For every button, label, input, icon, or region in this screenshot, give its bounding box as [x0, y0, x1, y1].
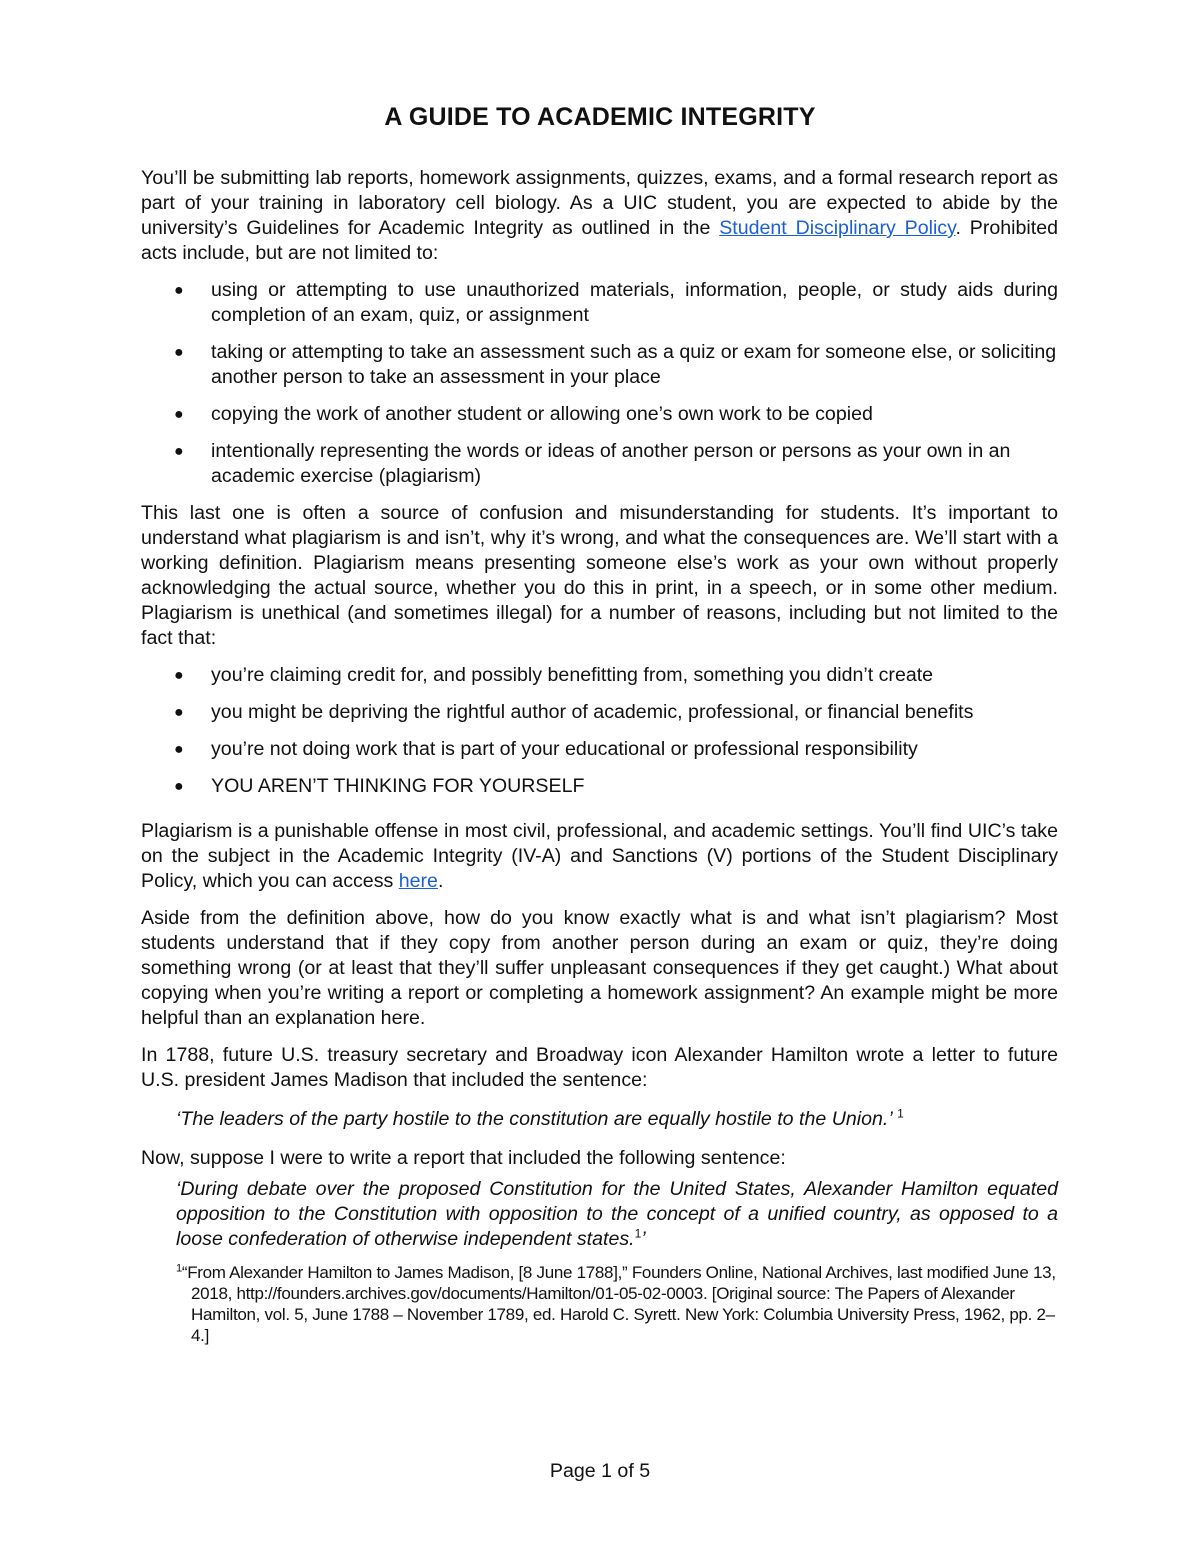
- bullet-icon: ●: [174, 741, 184, 758]
- bullet-icon: ●: [174, 406, 184, 423]
- page-title: A GUIDE TO ACADEMIC INTEGRITY: [384, 103, 816, 131]
- intro-text-end: . Prohibited acts include, but are not limited to:: [141, 217, 1058, 264]
- list-item: ● using or attempting to use unauthorized materials, information, people, or study aids during completion of an exam, quiz, or assignment: [174, 279, 1058, 326]
- intro-text: You’ll be submitting lab reports, homework assignments, quizzes, exams, and a formal research report as part of your training in laboratory cell biology. As a UIC student, you are expected to abide by the university’s Guidelines for Academic Integrity as outlined in the: [141, 167, 1058, 239]
- footnote-number: 1: [176, 1262, 182, 1275]
- footnote: [141, 1262, 1058, 1346]
- footnote-text: “From Alexander Hamilton to James Madison, [8 June 1788],” Founders Online, National Archives, last modified June 13, 2018, http://founders.archives.gov/documents/Hamilton/01-05-02-0003. [Original source: The Papers of Alexander Hamilton, vol. 5, June 1788 – November 1789, ed. Harold C. Syrett. New York: Columbia University Press, 1962, pp. 2–4.]: [181, 1263, 1056, 1345]
- hamilton-quote: ‘The leaders of the party hostile to the constitution are equally hostile to the Union.’ $^1$: [176, 1106, 904, 1130]
- footnote-ref: 1: [634, 1226, 642, 1241]
- bullet-icon: ●: [174, 282, 184, 299]
- example-intro-paragraph: In 1788, future U.S. treasury secretary and Broadway icon Alexander Hamilton wrote a letter to future U.S. president James Madison that included the sentence:: [141, 1044, 1058, 1091]
- student-disciplinary-policy-link[interactable]: Student Disciplinary Policy: [719, 217, 956, 239]
- bullet-icon: ●: [174, 344, 184, 361]
- suppose-paragraph: Now, suppose I were to write a report that included the following sentence:: [141, 1147, 786, 1169]
- list-item: ● copying the work of another student or allowing one’s own work to be copied: [174, 403, 873, 425]
- footnote-ref: 1: [897, 1106, 904, 1121]
- here-link[interactable]: here: [398, 870, 438, 892]
- offense-paragraph: Plagiarism is a punishable offense in most civil, professional, and academic settings. You’ll find UIC’s take on the subject in the Academic Integrity (IV-A) and Sanctions (V) portions of the Student Disciplinary Policy, which you can access here.: [141, 820, 1058, 892]
- bullet-icon: ●: [174, 704, 184, 721]
- bullet-icon: ●: [174, 443, 184, 460]
- list-item: ● you might be depriving the rightful author of academic, professional, or financial benefits: [174, 701, 974, 723]
- aside-paragraph: Aside from the definition above, how do you know exactly what is and what isn’t plagiarism? Most students understand that if they copy from another person during an exam or quiz, they’re doing something wrong (or at least that they’ll suffer unpleasant consequences if they get caught.) What about copying when you’re writing a report or completing a homework assignment? An example might be more helpful than an explanation here.: [141, 907, 1058, 1029]
- list-item: ● you’re claiming credit for, and possibly benefitting from, something you didn’t create: [174, 664, 934, 686]
- list-item: ● you’re not doing work that is part of your educational or professional responsibility: [174, 738, 918, 760]
- prohibited-acts-list: [141, 278, 1058, 489]
- list-item: ● intentionally representing the words or ideas of another person or persons as your own in an academic exercise (plagiarism): [174, 440, 1011, 487]
- list-item: ● YOU AREN’T THINKING FOR YOURSELF: [174, 775, 585, 797]
- intro-paragraph: [141, 166, 1058, 266]
- list-item: ● taking or attempting to take an assessment such as a quiz or exam for someone else, or soliciting another person to take an assessment in your place: [174, 341, 1057, 388]
- bullet-icon: ●: [174, 667, 184, 684]
- reasons-list: [141, 663, 1058, 799]
- bullet-icon: ●: [174, 778, 184, 795]
- page-number: Page 1 of 5: [549, 1460, 651, 1482]
- paraphrase-quote: ‘During debate over the proposed Constitution for the United States, Alexander Hamilton equated opposition to the Constitution with opposition to the concept of a unified country, as opposed to a loose confederation of otherwise independent states.$^1$’: [176, 1178, 1058, 1250]
- plagiarism-paragraph: This last one is often a source of confusion and misunderstanding for students. It’s important to understand what plagiarism is and isn’t, why it’s wrong, and what the consequences are. We’ll start with a working definition. Plagiarism means presenting someone else’s work as your own without properly acknowledging the actual source, whether you do this in print, in a speech, or in some other medium. Plagiarism is unethical (and sometimes illegal) for a number of reasons, including but not limited to the fact that:: [141, 502, 1058, 649]
- document-body: [141, 166, 1058, 1346]
